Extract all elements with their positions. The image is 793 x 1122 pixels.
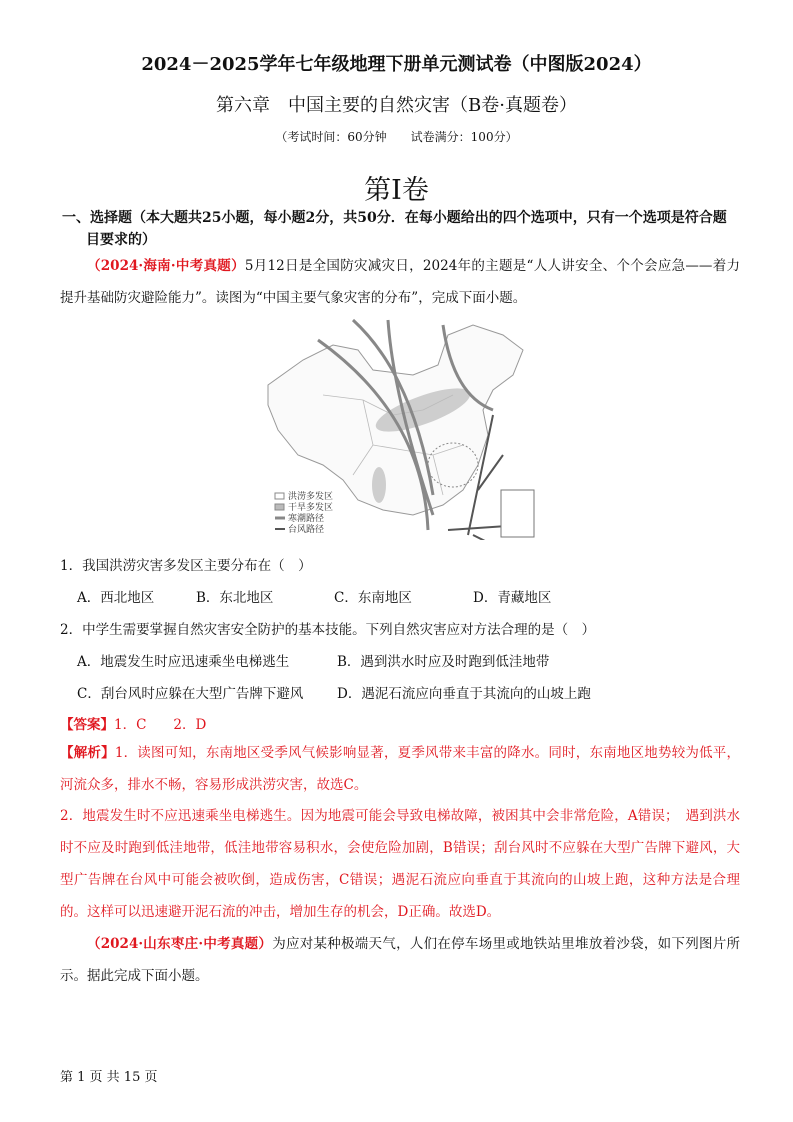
section-heading-line1: 一、选择题（本大题共25小题，每小题2分，共50分．在每小题给出的四个选项中，只有一个选项是符合题 xyxy=(62,210,727,226)
question-source: （2024·海南·中考真题） xyxy=(87,258,245,274)
analysis-paragraph-1 xyxy=(60,737,740,801)
analysis-paragraph-2: 2．地震发生时不应迅速乘坐电梯逃生。因为地震可能会导致电梯故障，被困其中会非常危险，A错误； 遇到洪水时不应及时跑到低洼地带，低洼地带容易积水，会使危险加剧，B错误；刮台风时不应躲在大型广告牌下避风，大型广告牌在台风中可能会被吹倒，造成伤害，C错误；遇泥石流应向垂直于其流向的山坡上跑，这种方法是合理的。这样可以迅速避开泥石流的冲击，增加生存的机会，D正确。故选D。 xyxy=(60,808,740,920)
volume-heading: 第I卷 xyxy=(364,175,429,206)
intro-paragraph-2 xyxy=(60,928,740,992)
answer xyxy=(60,713,206,733)
section-heading xyxy=(62,207,742,251)
legend-typhoon: 台风路径 xyxy=(288,525,325,535)
legend-drought: 干旱多发区 xyxy=(288,503,334,513)
legend-cold-wave: 寒潮路径 xyxy=(288,514,325,524)
q1-option-d: D．青藏地区 xyxy=(473,590,552,606)
question-1-stem: 1．我国洪涝灾害多发区主要分布在（ ） xyxy=(60,558,312,574)
answer-label: 【答案】 xyxy=(60,717,114,733)
q1-option-a: A．西北地区 xyxy=(77,590,155,606)
china-disaster-map xyxy=(263,315,538,540)
q2-option-a: A．地震发生时应迅速乘坐电梯逃生 xyxy=(77,654,290,670)
intro-text: 5月12日是全国防灾减灾日，2024年的主题是“人人讲安全、个个会应急——着力提升基础防灾避险能力”。读图为“中国主要气象灾害的分布”，完成下面小题。 xyxy=(60,258,740,306)
page-footer: 第 1 页 共 15 页 xyxy=(60,1070,158,1085)
exam-info: （考试时间：60分钟 试卷满分：100分） xyxy=(275,130,518,144)
section-heading-line2: 目要求的） xyxy=(86,232,156,248)
answer-text: 1．C 2．D xyxy=(114,717,207,733)
analysis-label: 【解析】 xyxy=(60,745,115,761)
q2-option-b: B．遇到洪水时应及时跑到低洼地带 xyxy=(337,654,550,670)
chapter-subtitle: 第六章 中国主要的自然灾害（B卷·真题卷） xyxy=(216,95,577,116)
south-china-sea-inset xyxy=(501,490,534,537)
document-title: 2024－2025学年七年级地理下册单元测试卷（中图版2024） xyxy=(141,54,652,75)
map-legend xyxy=(275,490,333,535)
legend-flood: 洪涝多发区 xyxy=(288,492,334,502)
q1-option-b: B．东北地区 xyxy=(196,590,274,606)
analysis-text-1: 1．读图可知，东南地区受季风气候影响显著，夏季风带来丰富的降水。同时，东南地区地势较为低平，河流众多，排水不畅，容易形成洪涝灾害，故选C。 xyxy=(60,745,740,793)
q2-option-d: D．遇泥石流应向垂直于其流向的山坡上跑 xyxy=(337,686,591,702)
question-source-2: （2024·山东枣庄·中考真题） xyxy=(87,936,273,952)
intro-paragraph-1 xyxy=(60,250,740,314)
intro-text-2: 为应对某种极端天气，人们在停车场里或地铁站里堆放着沙袋，如下列图片所示。据此完成下面小题。 xyxy=(60,936,740,984)
drought-zone-southwest xyxy=(372,467,386,503)
q1-option-c: C．东南地区 xyxy=(334,590,412,606)
q2-option-c: C．刮台风时应躲在大型广告牌下避风 xyxy=(77,686,304,702)
question-2-stem: 2．中学生需要掌握自然灾害安全防护的基本技能。下列自然灾害应对方法合理的是（ ） xyxy=(60,622,596,638)
